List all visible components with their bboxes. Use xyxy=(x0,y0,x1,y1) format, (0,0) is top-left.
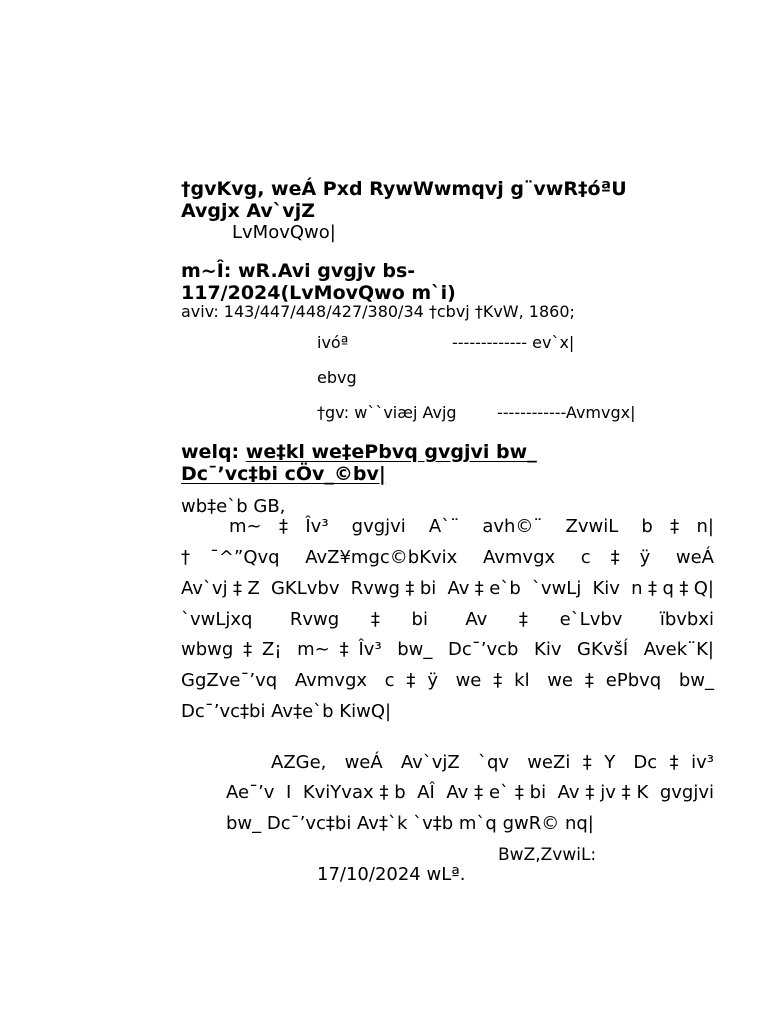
court-location: LvMovQwo| xyxy=(232,222,336,243)
penal-sections: aviv: 143/447/448/427/380/34 †cbvj †KvW, 1860; xyxy=(181,302,575,321)
versus-label: ebvg xyxy=(317,368,357,387)
addressee-line-2: Avgjx Av`vjZ xyxy=(181,200,315,222)
para1-line-7: Dc¯’vc‡bi Av‡e`b KiwQ| xyxy=(181,701,392,722)
para2-line-2: Ae¯’v I KviYvax‡b AÎ Av‡e`‡bi Av‡jv‡K gvgjvi xyxy=(226,782,714,803)
subject-text-2: Dc¯’vc‡bi cÖv_©bv| xyxy=(181,463,386,485)
para1-line-1: m~‡Îv³ gvgjvi A`¨ avh©¨ ZvwiL b‡n| xyxy=(229,516,714,537)
para1-line-3: Av`vj‡Z GKLvbv Rvwg‡bi Av‡e`b `vwLj Kiv n‡q‡Q| xyxy=(181,578,714,599)
para2-line-3: bw_ Dc¯’vc‡bi Av‡`k `v‡b m`q gwR© nq| xyxy=(226,813,594,834)
date-label: BwZ,ZvwiL: xyxy=(498,845,597,865)
para1-line-4: `vwLjxq Rvwg‡bi Av‡e`Lvbv ïbvbxi xyxy=(181,609,714,630)
subject-text-1: we‡kl we‡ePbvq gvgjvi bw_ xyxy=(245,441,537,463)
subject-line-1 xyxy=(181,441,537,463)
subject-label: welq: xyxy=(181,441,240,463)
date-value: 17/10/2024 wLª. xyxy=(317,864,466,885)
party-state-role: ------------- ev`x| xyxy=(452,333,575,352)
case-reference-line-2: 117/2024(LvMovQwo m`i) xyxy=(181,282,456,304)
addressee-line-1: †gvKvg, weÁ Pxd RywWwmqvj g¨vwR‡óªU xyxy=(181,178,627,200)
party-accused-role: ------------Avmvgx| xyxy=(497,403,636,422)
case-reference-line-1: m~Î: wR.Avi gvgjv bs- xyxy=(181,260,416,282)
para1-line-5: wbwg‡Z¡ m~‡Îv³ bw_ Dc¯’vcb Kiv GKvšÍ Avek¨K| xyxy=(181,639,714,660)
para1-line-6: GgZve¯’vq Avmvgx c‡ÿ we‡kl we‡ePbvq bw_ xyxy=(181,670,714,691)
salutation: wb‡e`b GB, xyxy=(181,496,286,517)
party-state-label: ivóª xyxy=(317,333,349,352)
party-accused-name: †gv: w``viæj Avjg xyxy=(317,403,457,422)
para1-line-2: †¯^”Qvq AvZ¥mgc©bKvix Avmvgx c‡ÿ weÁ xyxy=(181,547,714,568)
para2-line-1: AZGe, weÁ Av`vjZ `qv weZi‡Y Dc‡iv³ xyxy=(271,752,714,773)
